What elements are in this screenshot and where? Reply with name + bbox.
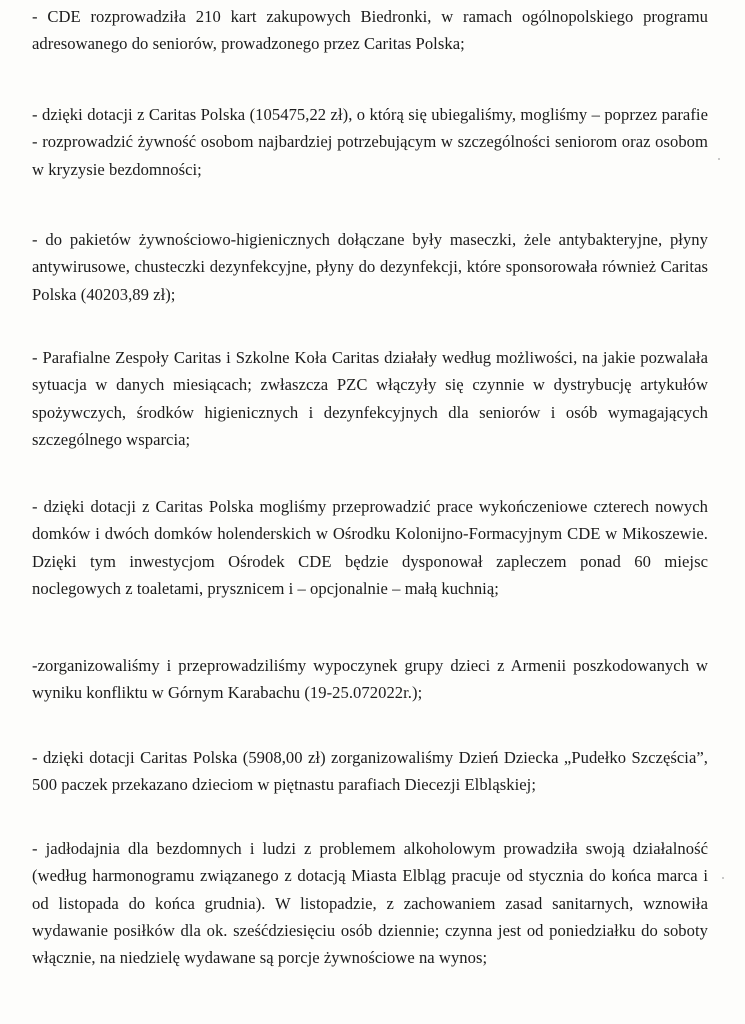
paragraph-childrens-day: - dzięki dotacji Caritas Polska (5908,00 zł) zorganizowaliśmy Dzień Dziecka „Pudełko Szczęścia”, 500 paczek przekazano dzieciom w piętnastu parafiach Diecezji Elbląskiej; (32, 748, 708, 795)
paragraph-food-grant: - dzięki dotacji z Caritas Polska (105475,22 zł), o którą się ubiegaliśmy, mogliśmy – poprzez parafie - rozprowadzić żywność osobom najbardziej potrzebującym w szczególności seniorom oraz osobom w kryzysie bezdomności; (32, 105, 708, 179)
paragraph-biedronki-cards: - CDE rozprowadziła 210 kart zakupowych Biedronki, w ramach ogólnopolskiego programu adresowanego do seniorów, prowadzonego przez Caritas Polska; (32, 7, 708, 54)
scan-speck (722, 877, 724, 879)
scan-speck (718, 158, 720, 160)
paragraph-mikoszewo-center: - dzięki dotacji z Caritas Polska mogliśmy przeprowadzić prace wykończeniowe czterech nowych domków i dwóch domków holenderskich w Ośrodku Kolonijno-Formacyjnym CDE w Mikoszewie. Dzięki tym inwestycjom Ośrodek CDE będzie dysponował zapleczem ponad 60 miejsc noclegowych z toaletami, prysznicem i – opcjonalnie – małą kuchnią; (32, 497, 708, 598)
paragraph-hygiene-packages: - do pakietów żywnościowo-higienicznych dołączane były maseczki, żele antybakteryjne, płyny antywirusowe, chusteczki dezynfekcyjne, płyny do dezynfekcji, które sponsorowała również Caritas Polska (40203,89 zł); (32, 230, 708, 304)
paragraph-parish-teams: - Parafialne Zespoły Caritas i Szkolne Koła Caritas działały według możliwości, na jakie pozwalała sytuacja w danych miesiącach; zwłaszcza PZC włączyły się czynnie w dystrybucję artykułów spożywczych, środków higienicznych i dezynfekcyjnych dla seniorów i osób wymagających szczególnego wsparcia; (32, 348, 708, 449)
paragraph-armenia-children: -zorganizowaliśmy i przeprowadziliśmy wypoczynek grupy dzieci z Armenii poszkodowanych w wyniku konfliktu w Górnym Karabachu (19-25.072022r.); (32, 656, 708, 703)
paragraph-soup-kitchen: - jadłodajnia dla bezdomnych i ludzi z problemem alkoholowym prowadziła swoją działalność (według harmonogramu związanego z dotacją Miasta Elbląg pracuje od stycznia do końca marca i od listopada do końca grudnia). W listopadzie, z zachowaniem zasad sanitarnych, wznowiła wydawanie posiłków dla ok. sześćdziesięciu osób dziennie; czynna jest od poniedziałku do soboty włącznie, na niedzielę wydawane są porcje żywnościowe na wynos; (32, 839, 708, 968)
